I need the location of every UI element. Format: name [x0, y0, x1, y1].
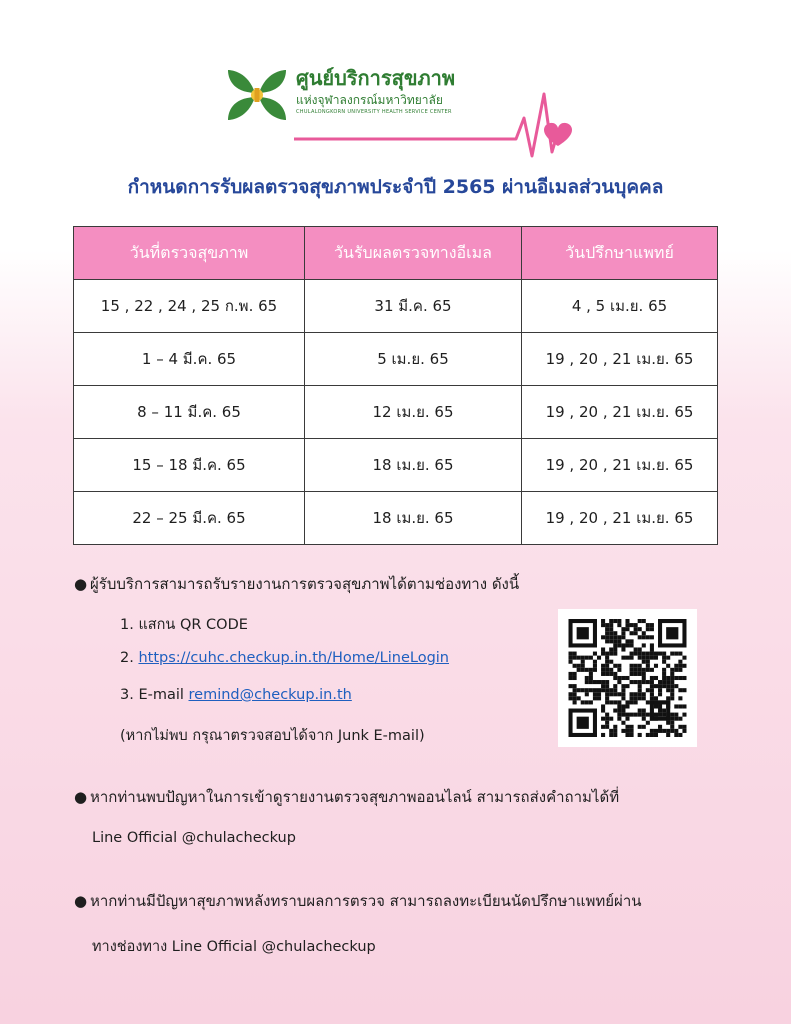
table-cell: 18 เม.ย. 65 — [305, 439, 522, 492]
table-cell: 4 , 5 เม.ย. 65 — [522, 280, 718, 333]
bullet-text: หากท่านมีปัญหาสุขภาพหลังทราบผลการตรวจ สามารถลงทะเบียนนัดปรึกษาแพทย์ผ่าน — [90, 892, 642, 910]
logo-name-en: CHULALONGKORN UNIVERSITY HEALTH SERVICE CENTER — [296, 109, 452, 115]
bullet-text: ผู้รับบริการสามารถรับรายงานการตรวจสุขภาพได้ตามช่องทาง ดังนี้ — [90, 575, 520, 593]
line-login-link[interactable]: https://cuhc.checkup.in.th/Home/LineLogin — [138, 650, 449, 666]
qr-code-icon — [568, 619, 687, 737]
table-cell: 1 – 4 มี.ค. 65 — [74, 333, 305, 386]
table-row — [74, 386, 718, 439]
bullet-online-problem — [74, 785, 619, 809]
header-email-date: วันรับผลตรวจทางอีเมล — [305, 227, 522, 280]
table-row — [74, 492, 718, 545]
logo-name-th-line2: แห่งจุฬาลงกรณ์มหาวิทยาลัย — [296, 93, 443, 107]
bullet-text: หากท่านพบปัญหาในการเข้าดูรายงานตรวจสุขภาพออนไลน์ สามารถส่งคำถามได้ที่ — [90, 788, 620, 806]
line-official-contact: Line Official @chulacheckup — [92, 830, 296, 846]
channel-email-prefix: 3. E-mail — [120, 687, 184, 703]
table-cell: 19 , 20 , 21 เม.ย. 65 — [522, 333, 718, 386]
table-cell: 22 – 25 มี.ค. 65 — [74, 492, 305, 545]
channel-email — [120, 687, 352, 703]
bullet-health-problem — [74, 889, 642, 913]
bullet-receive-channels — [74, 572, 519, 596]
table-row — [74, 439, 718, 492]
table-header-row — [74, 227, 718, 280]
logo-name-th: ศูนย์บริการสุขภาพ — [296, 66, 456, 90]
table-cell: 19 , 20 , 21 เม.ย. 65 — [522, 386, 718, 439]
channel-qr: 1. แสกน QR CODE — [120, 617, 248, 633]
table-cell: 19 , 20 , 21 เม.ย. 65 — [522, 492, 718, 545]
table-cell: 15 – 18 มี.ค. 65 — [74, 439, 305, 492]
schedule-table — [73, 226, 718, 545]
table-cell: 12 เม.ย. 65 — [305, 386, 522, 439]
heartbeat-icon — [290, 82, 576, 160]
table-cell: 8 – 11 มี.ค. 65 — [74, 386, 305, 439]
bullet-dot: ● — [74, 892, 88, 910]
table-row — [74, 280, 718, 333]
header-exam-date: วันที่ตรวจสุขภาพ — [74, 227, 305, 280]
page-title: กำหนดการรับผลตรวจสุขภาพประจำปี 2565 ผ่านอีเมลส่วนบุคคล — [127, 176, 664, 198]
table-cell: 31 มี.ค. 65 — [305, 280, 522, 333]
logo — [226, 60, 576, 160]
table-cell: 5 เม.ย. 65 — [305, 333, 522, 386]
header-consult-date: วันปรึกษาแพทย์ — [522, 227, 718, 280]
qr-code[interactable] — [558, 609, 697, 747]
line-official-channel: ทางช่องทาง Line Official @chulacheckup — [92, 939, 376, 955]
table-row — [74, 333, 718, 386]
table-cell: 19 , 20 , 21 เม.ย. 65 — [522, 439, 718, 492]
email-link[interactable]: remind@checkup.in.th — [188, 687, 352, 703]
table-cell: 18 เม.ย. 65 — [305, 492, 522, 545]
bullet-dot: ● — [74, 788, 88, 806]
table-cell: 15 , 22 , 24 , 25 ก.พ. 65 — [74, 280, 305, 333]
logo-leaf-icon — [226, 64, 288, 126]
junk-mail-note: (หากไม่พบ กรุณาตรวจสอบได้จาก Junk E-mail) — [120, 728, 425, 744]
bullet-dot: ● — [74, 575, 88, 593]
channel-link — [120, 650, 449, 666]
channel-link-prefix: 2. — [120, 650, 134, 666]
